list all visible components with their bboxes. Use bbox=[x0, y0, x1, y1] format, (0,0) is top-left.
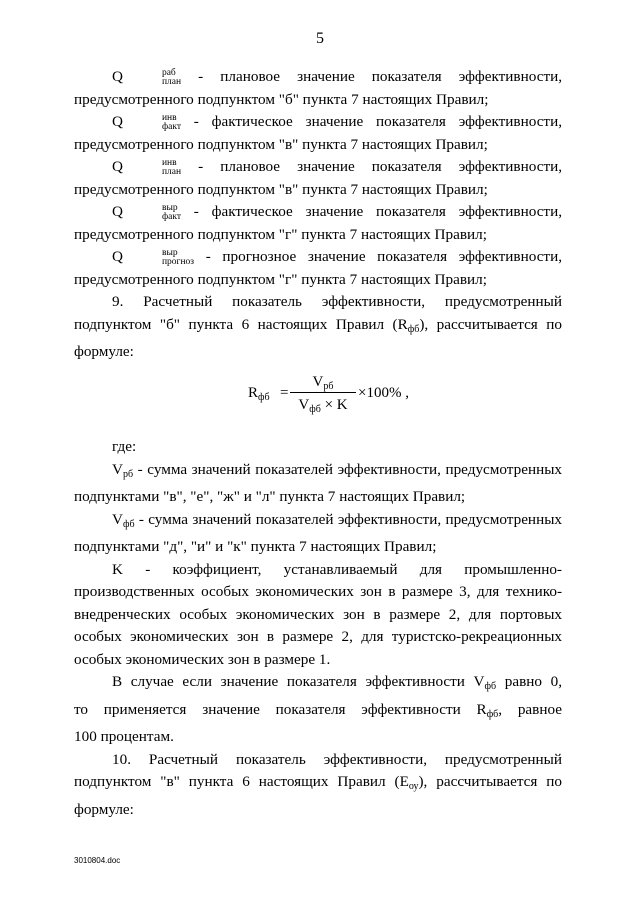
formula-fraction bbox=[288, 372, 358, 415]
footer-filename: 3010804.doc bbox=[74, 856, 121, 865]
formula-eq: = bbox=[280, 385, 289, 401]
def-line: внедренческих особых экономических зон в размере 2, для портовых bbox=[74, 605, 562, 623]
def-q-inv-plan: Q инв план - плановое значение показателя эффективности, bbox=[112, 157, 563, 177]
def-line: особых экономических зон в размере 2, для туристско-рекреационных bbox=[74, 628, 562, 645]
def-line: подпунктами "в", "е", "ж" и "л" пункта 7 настоящих Правил; bbox=[74, 488, 466, 505]
formula-numerator: $V_{рб}$ bbox=[312, 374, 334, 392]
def-k: K - коэффициент, устанавливаемый для промышленно- bbox=[112, 560, 562, 578]
para-9: 9. Расчетный показатель эффективности, предусмотренный bbox=[112, 293, 562, 310]
para-10-line: подпунктом "в" пункта 6 настоящих Правил $(E_{оу})$, рассчитывается по bbox=[74, 773, 562, 792]
def-q-rab-plan: Q раб план - плановое значение показателя эффективности, bbox=[112, 67, 563, 87]
para-10: 10. Расчетный показатель эффективности, предусмотренный bbox=[112, 750, 562, 768]
formula-denominator: $V_{фб} \times K$ bbox=[298, 397, 348, 415]
formula-tail: ×100% , bbox=[358, 385, 409, 401]
para-10-line: формуле: bbox=[74, 800, 134, 818]
def-v-fb: $V_{фб}$ - сумма значений показателей эффективности, предусмотренных bbox=[112, 510, 562, 530]
def-q-inv-fakt: Q инв факт - фактическое значение показателя эффективности, bbox=[112, 112, 562, 132]
def-line: предусмотренного подпунктом "г" пункта 7 настоящих Правил; bbox=[74, 270, 487, 288]
where-label: где: bbox=[112, 438, 137, 455]
page-number: 5 bbox=[316, 30, 324, 47]
para-9-line: подпунктом "б" пункта 6 настоящих Правил $(R_{фб})$, рассчитывается по bbox=[74, 315, 562, 335]
def-line: предусмотренного подпунктом "в" пункта 7 настоящих Правил; bbox=[74, 135, 488, 153]
def-line: производственных особых экономических зон в размере 3, для технико- bbox=[74, 583, 562, 600]
def-q-vyr-prognoz: Q выр прогноз - прогнозное значение показателя эффективности, bbox=[112, 247, 562, 267]
case-text: В случае если значение показателя эффективности $V_{фб}$ равно 0, bbox=[112, 673, 562, 692]
formula-r-fb bbox=[248, 372, 508, 422]
def-line: предусмотренного подпунктом "б" пункта 7 настоящих Правил; bbox=[74, 90, 489, 108]
formula-explanation bbox=[74, 436, 562, 821]
case-line: то применяется значение показателя эффективности $R_{фб}$, равное bbox=[74, 700, 562, 720]
def-line: предусмотренного подпунктом "г" пункта 7 настоящих Правил; bbox=[74, 225, 487, 243]
definitions-list bbox=[74, 66, 562, 364]
def-line: подпунктами "д", "и" и "к" пункта 7 настоящих Правил; bbox=[74, 538, 437, 555]
def-v-rb: $V_{рб}$ - сумма значений показателей эффективности, предусмотренных bbox=[112, 460, 562, 480]
def-line: особых экономических зон в размере 1. bbox=[74, 650, 331, 668]
formula-lhs: $R_{фб}$ bbox=[248, 385, 270, 403]
para-9-line: формуле: bbox=[74, 343, 134, 360]
def-q-vyr-fakt: Q выр факт - фактическое значение показателя эффективности, bbox=[112, 202, 562, 222]
def-line: предусмотренного подпунктом "в" пункта 7 настоящих Правил; bbox=[74, 180, 488, 198]
case-line: 100 процентам. bbox=[74, 728, 174, 745]
